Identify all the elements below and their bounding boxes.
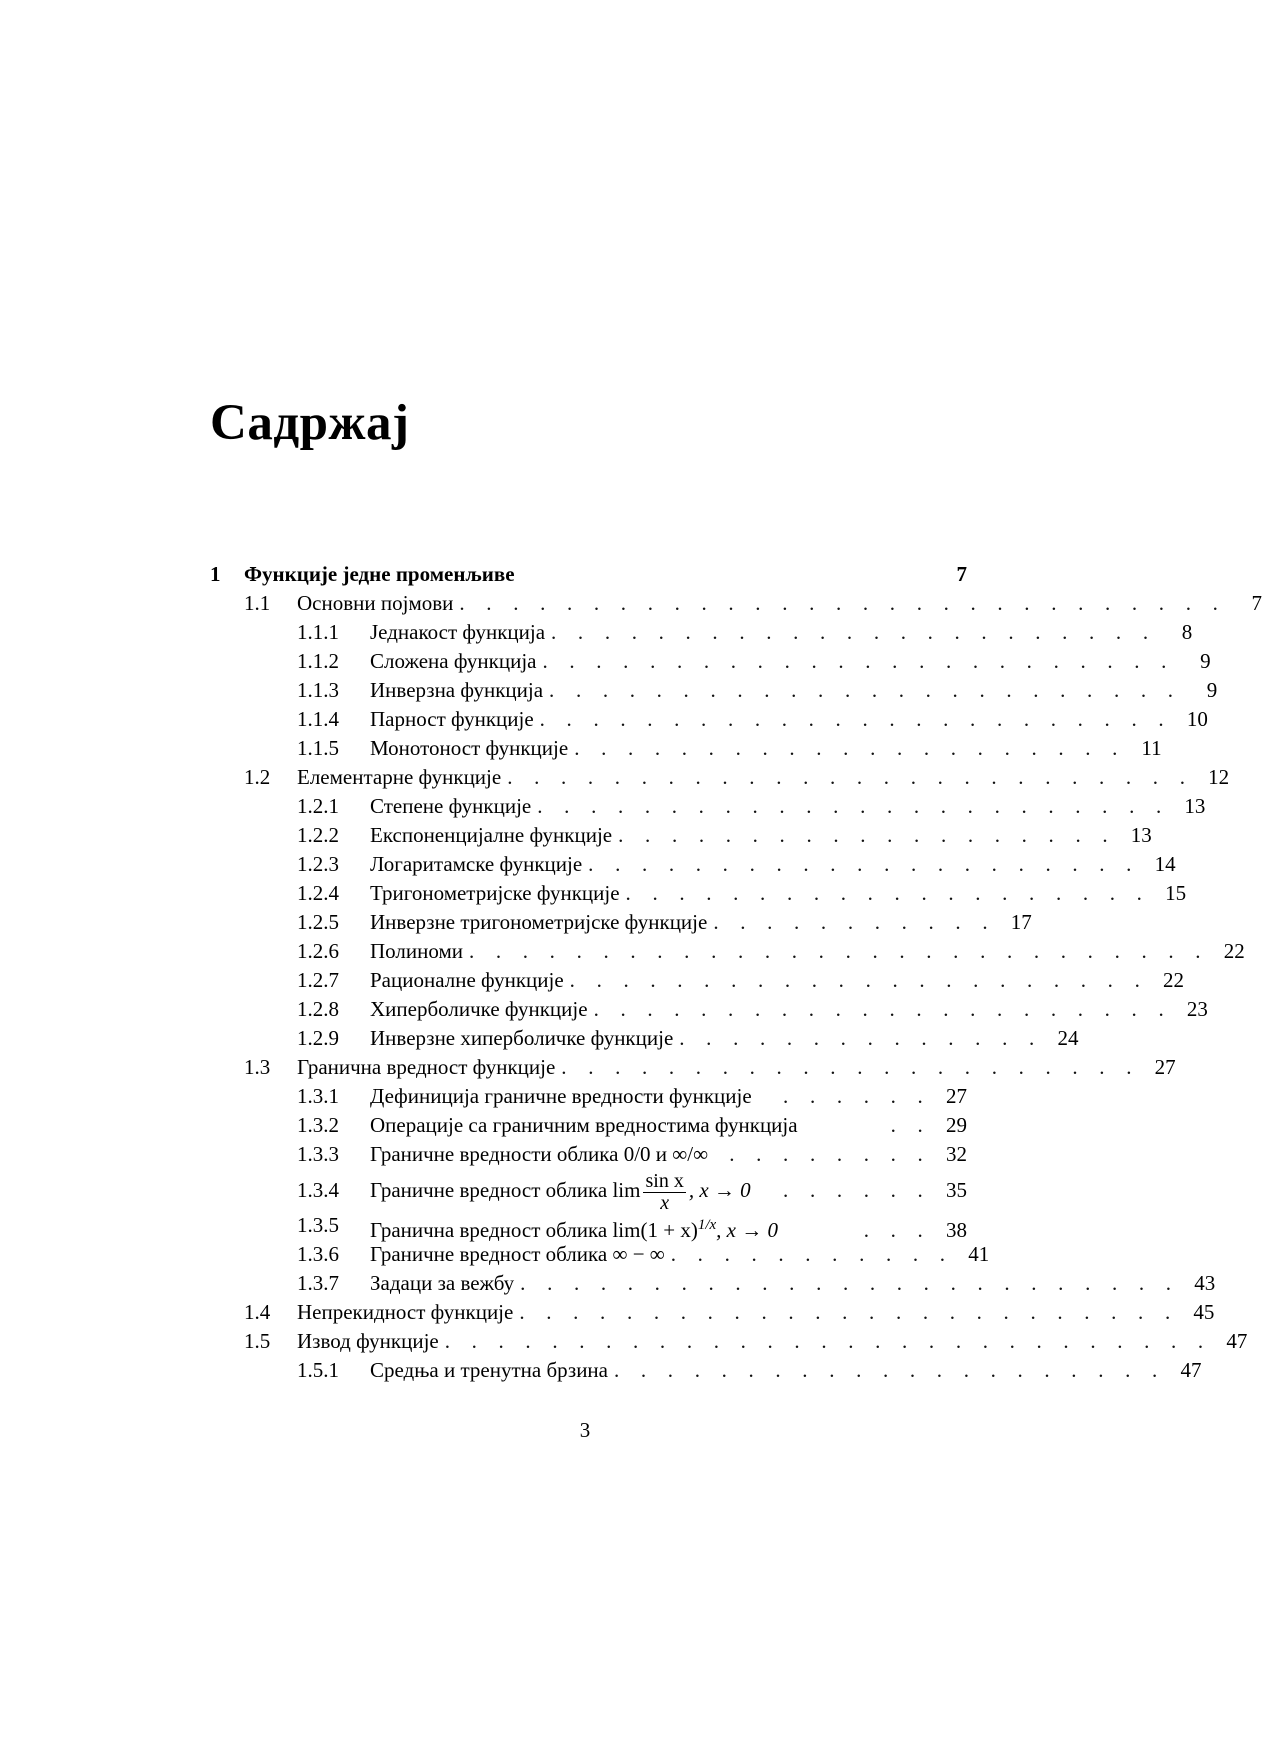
toc-subsection-entry[interactable] — [210, 966, 1185, 995]
toc-entry-title — [297, 1053, 555, 1082]
dot-leader: . . . . . . — [783, 1084, 931, 1108]
table-of-contents — [210, 560, 1262, 1385]
dot-leader: . . . . . . . . — [729, 1142, 931, 1166]
fraction-numerator: sin x — [645, 1169, 684, 1192]
toc-entry-title — [370, 734, 568, 763]
toc-subsection-entry[interactable] — [210, 1111, 967, 1140]
dot-leader: . . . . . . . . . . . . . . . . . . . . . . . . — [537, 794, 1170, 818]
fraction — [643, 1171, 685, 1214]
toc-subsection-entry[interactable] — [210, 1240, 990, 1269]
toc-entry-title-text: Експоненцијалне функције — [370, 823, 613, 847]
toc-subsection-entry[interactable] — [210, 879, 1187, 908]
toc-section-entry[interactable] — [210, 1298, 1215, 1327]
toc-entry-number: 1.2.2 — [297, 823, 339, 847]
toc-subsection-entry[interactable] — [210, 1140, 967, 1169]
toc-entry-title-text: Инверзна функција — [370, 678, 544, 702]
toc-entry-number: 1.1.5 — [297, 736, 339, 760]
toc-entry-title-text: Задаци за вежбу — [370, 1271, 515, 1295]
toc-entry-number: 1.3.1 — [297, 1084, 339, 1108]
toc-entry-number: 1.1.3 — [297, 678, 339, 702]
toc-entry-title — [370, 1082, 752, 1111]
toc-entry-title-text: Полиноми — [370, 939, 463, 963]
toc-entry-number: 1.5.1 — [297, 1358, 339, 1382]
toc-entry-title-text: Гранична вредност функције — [297, 1055, 556, 1079]
toc-entry-page: 10 — [1186, 707, 1208, 731]
toc-section-entry[interactable] — [210, 1053, 1176, 1082]
toc-entry-title — [370, 908, 707, 937]
toc-entry-number: 1.2 — [244, 765, 271, 789]
toc-entry-page: 38 — [946, 1218, 967, 1242]
dot-leader: . . . . . . . . . . . . . . . . . . . . . — [588, 852, 1140, 876]
toc-entry-page: 12 — [1208, 765, 1230, 789]
toc-entry-page: 7 — [1251, 591, 1262, 615]
toc-entry-title-text: Извод функције — [297, 1329, 439, 1353]
toc-entry-number: 1.5 — [244, 1329, 271, 1353]
toc-subsection-entry[interactable] — [210, 1082, 967, 1111]
toc-entry-title-text: Монотоност функције — [370, 736, 569, 760]
toc-subsection-entry[interactable] — [210, 734, 1162, 763]
toc-entry-title — [370, 676, 543, 705]
toc-entry-number: 1.2.6 — [297, 939, 339, 963]
toc-subsection-entry[interactable] — [210, 995, 1208, 1024]
toc-entry-title — [370, 1169, 751, 1214]
toc-entry-page: 43 — [1194, 1271, 1216, 1295]
dot-leader: . . . — [863, 1218, 931, 1242]
toc-entry-title — [370, 1240, 665, 1269]
dot-leader: . . . . . . — [783, 1178, 931, 1202]
toc-section-entry[interactable] — [210, 589, 1262, 618]
toc-entry-page: 7 — [956, 562, 967, 586]
toc-entry-title-text: Непрекидност функције — [297, 1300, 514, 1324]
page-title: Садржај — [210, 395, 410, 451]
toc-entry-page: 47 — [1226, 1329, 1248, 1353]
toc-subsection-entry[interactable] — [210, 705, 1208, 734]
toc-entry-title-text: Граничне вредност облика lim — [370, 1178, 641, 1202]
toc-entry-title-text: Граничне вредности облика 0/0 и ∞/∞ — [370, 1142, 709, 1166]
toc-entry-title-text: Операције са граничним вредностима функција — [370, 1113, 798, 1137]
toc-chapter-entry[interactable] — [210, 560, 967, 589]
toc-entry-page: 15 — [1165, 881, 1187, 905]
toc-subsection-entry[interactable] — [210, 821, 1152, 850]
toc-entry-title-tail: , x → 0 — [716, 1218, 778, 1242]
page-number: 3 — [579, 1418, 591, 1442]
toc-entry-title — [370, 647, 536, 676]
dot-leader: . . . . . . . . . . . — [670, 1242, 954, 1266]
toc-subsection-entry[interactable] — [210, 1269, 1216, 1298]
dot-leader: . . . . . . . . . . . . . . . . . . . . . — [574, 736, 1126, 760]
dot-leader: . . . . . . . . . . . . . . . . . . . . — [625, 881, 1151, 905]
toc-entry-title-tail: , x → 0 — [688, 1178, 751, 1202]
toc-entry-title-text: Дефиниција граничне вредности функције — [370, 1084, 752, 1108]
toc-entry-title — [370, 1140, 708, 1169]
toc-entry-page: 17 — [1010, 910, 1032, 934]
toc-subsection-entry[interactable] — [210, 618, 1193, 647]
toc-subsection-entry[interactable] — [210, 908, 1032, 937]
toc-entry-page: 13 — [1130, 823, 1152, 847]
toc-entry-page: 32 — [946, 1142, 967, 1166]
toc-entry-number: 1.2.1 — [297, 794, 339, 818]
toc-entry-title-text: Граничне вредност облика ∞ − ∞ — [370, 1242, 665, 1266]
toc-entry-number: 1.2.8 — [297, 997, 339, 1021]
toc-entry-number: 1.2.4 — [297, 881, 339, 905]
toc-entry-number: 1.1.4 — [297, 707, 339, 731]
toc-entry-title — [370, 1024, 673, 1053]
toc-entry-number: 1.1 — [244, 591, 271, 615]
toc-subsection-entry[interactable] — [210, 676, 1218, 705]
dot-leader: . . . . . . . . . . . . . . . . . . . . . . . . . . . . . — [444, 1329, 1212, 1353]
toc-entry-number: 1.3.2 — [297, 1113, 339, 1137]
toc-entry-title-text: Степене функције — [370, 794, 532, 818]
toc-entry-title — [370, 966, 564, 995]
toc-entry-page: 27 — [1154, 1055, 1176, 1079]
dot-leader: . . . . . . . . . . . . . . . . . . . . . . . . . . — [507, 765, 1194, 789]
toc-entry-page: 14 — [1154, 852, 1176, 876]
fraction-denominator: x — [660, 1191, 670, 1214]
toc-subsection-entry[interactable] — [210, 1356, 1202, 1385]
dot-leader: . . . . . . . . . . . . . . . . . . . . . . — [569, 968, 1149, 992]
toc-entry-number: 1.3.7 — [297, 1271, 339, 1295]
toc-entry-title-text: Сложена функција — [370, 649, 537, 673]
toc-subsection-entry[interactable] — [210, 1169, 967, 1214]
toc-section-entry[interactable] — [210, 763, 1230, 792]
toc-entry-title — [370, 618, 545, 647]
toc-subsection-entry[interactable] — [210, 647, 1211, 676]
toc-entry-title — [370, 1356, 608, 1385]
toc-entry-page: 35 — [946, 1178, 967, 1202]
toc-entry-title — [370, 1111, 798, 1140]
toc-entry-title-text: Гранична вредност облика lim(1 + x) — [370, 1218, 698, 1242]
toc-entry-title — [244, 560, 515, 589]
dot-leader: . . . . . . . . . . . . . . . . . . . . . . . . . . . . — [468, 939, 1209, 963]
toc-subsection-entry[interactable] — [210, 850, 1176, 879]
toc-entry-title-text: Средња и тренутна брзина — [370, 1358, 608, 1382]
toc-entry-page: 24 — [1057, 1026, 1079, 1050]
toc-entry-title — [297, 1298, 513, 1327]
toc-subsection-entry[interactable] — [210, 792, 1206, 821]
dot-leader: . . . . . . . . . . . . . . . . . . . . . . — [561, 1055, 1140, 1079]
toc-entry-page: 9 — [1200, 649, 1211, 673]
toc-entry-title-text: Инверзне тригонометријске функције — [370, 910, 708, 934]
toc-entry-page: 23 — [1186, 997, 1208, 1021]
toc-entry-page: 45 — [1193, 1300, 1215, 1324]
dot-leader: . . . . . . . . . . . . . . — [679, 1026, 1043, 1050]
toc-entry-title-text: Тригонометријске функције — [370, 881, 620, 905]
toc-entry-title — [297, 763, 501, 792]
toc-entry-title-text: Основни појмови — [297, 591, 454, 615]
dot-leader: . . . . . . . . . . . . . . . . . . . . . . . . . — [519, 1300, 1179, 1324]
toc-entry-page: 13 — [1184, 794, 1206, 818]
toc-entry-page: 22 — [1223, 939, 1245, 963]
toc-entry-title — [370, 995, 588, 1024]
toc-entry-title-text: Логаритамске функције — [370, 852, 583, 876]
toc-entry-number: 1.3 — [244, 1055, 271, 1079]
dot-leader: . . — [890, 1113, 931, 1137]
toc-entry-title — [370, 937, 463, 966]
toc-entry-title-text: Функције једне променљиве — [244, 562, 515, 586]
dot-leader: . . . . . . . . . . . . . . . . . . . . . . . . . . . . . — [459, 591, 1227, 615]
toc-entry-title-text: Рационалне функције — [370, 968, 564, 992]
toc-entry-title — [370, 850, 582, 879]
toc-entry-page: 29 — [946, 1113, 967, 1137]
toc-entry-number: 1.1.1 — [297, 620, 339, 644]
toc-entry-title — [297, 1327, 439, 1356]
dot-leader: . . . . . . . . . . . . . . . . . . . . . . . . — [539, 707, 1172, 731]
dot-leader: . . . . . . . . . . . . . . . . . . . . . — [614, 1358, 1166, 1382]
toc-entry-number: 1.1.2 — [297, 649, 339, 673]
toc-entry-title — [370, 1269, 514, 1298]
toc-subsection-entry[interactable] — [210, 1211, 967, 1240]
toc-entry-page: 9 — [1206, 678, 1218, 702]
toc-entry-number: 1.2.5 — [297, 910, 339, 934]
dot-leader: . . . . . . . . . . . . . . . . . . . . . . . . — [542, 649, 1175, 673]
toc-entry-number: 1.3.6 — [297, 1242, 339, 1266]
toc-entry-number: 1.2.7 — [297, 968, 339, 992]
toc-entry-title — [370, 792, 531, 821]
toc-entry-number: 1.3.3 — [297, 1142, 339, 1166]
toc-entry-number: 1.2.9 — [297, 1026, 339, 1050]
toc-entry-number: 1.3.5 — [297, 1213, 339, 1237]
toc-entry-title — [297, 589, 453, 618]
dot-leader: . . . . . . . . . . . . . . . . . . . — [618, 823, 1116, 847]
toc-entry-page: 8 — [1181, 620, 1193, 644]
toc-entry-title-text: Елементарне функције — [297, 765, 502, 789]
toc-entry-title — [370, 705, 534, 734]
dot-leader: . . . . . . . . . . . . . . . . . . . . . . . . . — [520, 1271, 1180, 1295]
dot-leader: . . . . . . . . . . . . . . . . . . . . . . — [593, 997, 1172, 1021]
toc-entry-title-text: Инверзне хиперболичке функције — [370, 1026, 674, 1050]
superscript: 1/x — [697, 1217, 717, 1233]
toc-entry-number: 1.3.4 — [297, 1178, 339, 1202]
toc-section-entry[interactable] — [210, 1327, 1248, 1356]
dot-leader: . . . . . . . . . . . — [713, 910, 996, 934]
toc-entry-number: 1 — [210, 562, 221, 586]
toc-subsection-entry[interactable] — [210, 937, 1245, 966]
toc-entry-title — [370, 879, 620, 908]
toc-entry-page: 11 — [1141, 736, 1162, 760]
toc-entry-page: 22 — [1163, 968, 1185, 992]
toc-entry-page: 27 — [946, 1084, 967, 1108]
dot-leader: . . . . . . . . . . . . . . . . . . . . . . . . — [549, 678, 1182, 702]
dot-leader: . . . . . . . . . . . . . . . . . . . . . . . — [551, 620, 1157, 644]
toc-entry-number: 1.2.3 — [297, 852, 339, 876]
toc-entry-title-text: Једнакост функција — [370, 620, 546, 644]
toc-entry-page: 41 — [968, 1242, 990, 1266]
toc-entry-page: 47 — [1180, 1358, 1202, 1382]
toc-subsection-entry[interactable] — [210, 1024, 1079, 1053]
toc-entry-title-text: Хиперболичке функције — [370, 997, 588, 1021]
toc-entry-title-text: Парност функције — [370, 707, 534, 731]
toc-entry-number: 1.4 — [244, 1300, 271, 1324]
toc-entry-title — [370, 821, 612, 850]
